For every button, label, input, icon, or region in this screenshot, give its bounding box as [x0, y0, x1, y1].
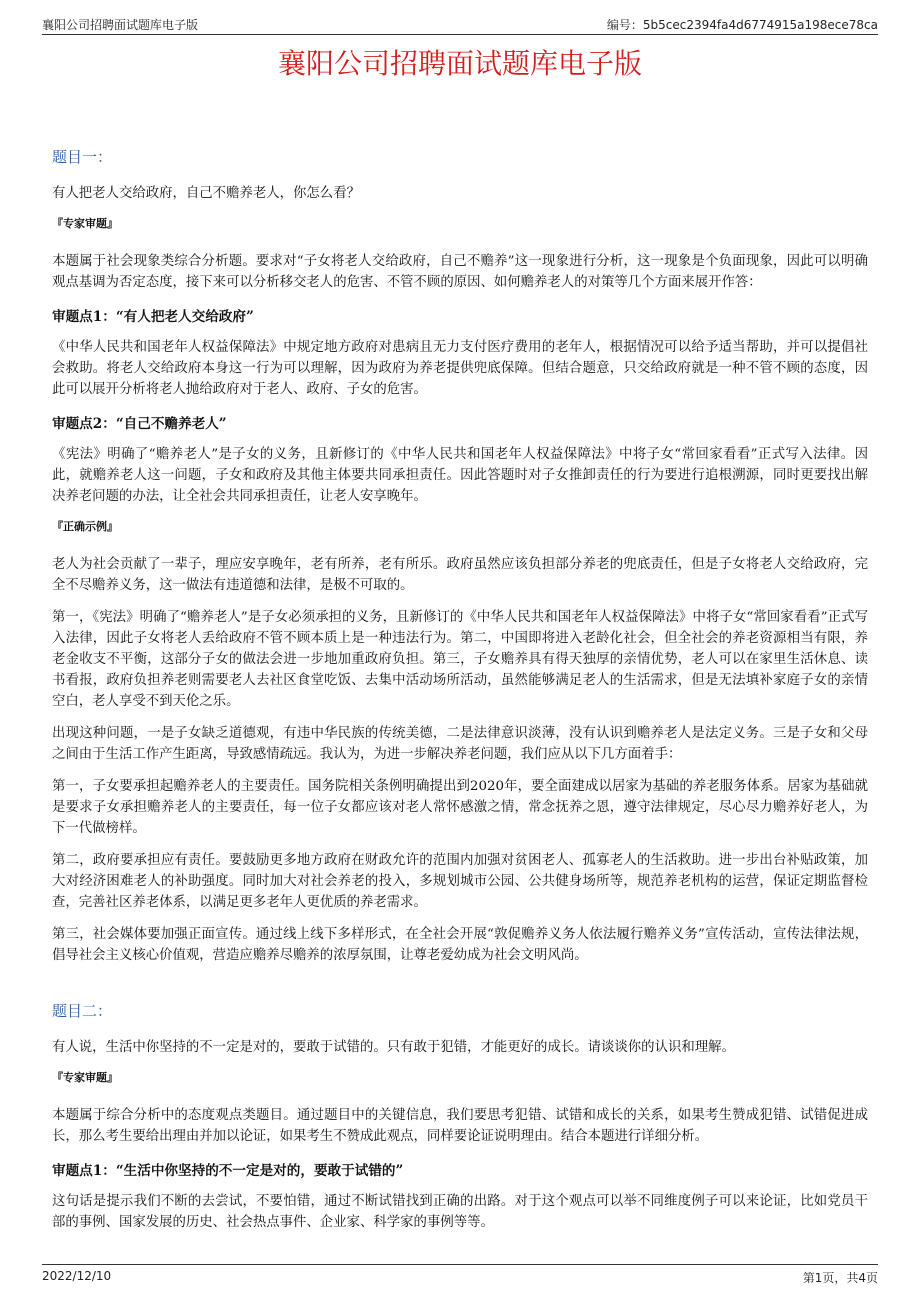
review-point-2-title: 审题点2：“自己不赡养老人” [52, 416, 227, 432]
example-paragraph: 出现这种问题，一是子女缺乏道德观，有违中华民族的传统美德，二是法律意识淡薄，没有认识到赡养老人是法定义务。三是子女和父母之间由于生活工作产生距离，导致感情疏远。我认为，为进一步解决养老问题，我们应从以下几方面着手： [52, 726, 868, 762]
example-paragraph: 第二，政府要承担应有责任。要鼓励更多地方政府在财政允许的范围内加强对贫困老人、孤寡老人的生活救助。进一步出台补贴政策，加大对经济困难老人的补助强度。同时加大对社会养老的投入，多规划城市公园、公共健身场所等，规范养老机构的运营，保证定期监督检查，完善社区养老体系，以满足更多老年人更优质的养老需求。 [52, 853, 868, 910]
expert-review-text: 本题属于综合分析中的态度观点类题目。通过题目中的关键信息，我们要思考犯错、试错和成长的关系，如果考生赞成犯错、试错促进成长，那么考生要给出理由并加以论证，如果考生不赞成此观点，同样要论证说明理由。结合本题进行详细分析。 [52, 1108, 868, 1144]
example-paragraph: 第一，《宪法》明确了“赡养老人”是子女必须承担的义务，且新修订的《中华人民共和国老年人权益保障法》中将子女“常回家看看”正式写入法律，因此子女将老人丢给政府不管不顾本质上是一种违法行为。第二，中国即将进入老龄化社会，但全社会的养老资源相当有限，养老金收支不平衡，这部分子女的做法会进一步地加重政府负担。第三，子女赡养具有得天独厚的亲情优势，老人可以在家里生活休息、读书看报，政府负担养老则需要老人去社区食堂吃饭、去集中活动场所活动，虽然能够满足老人的生活需求，但是无法填补家庭子女的亲情空白，老人享受不到天伦之乐。 [52, 610, 868, 709]
page-header [42, 14, 878, 35]
expert-review-text: 本题属于社会现象类综合分析题。要求对“子女将老人交给政府，自己不赡养”这一现象进行分析，这一现象是个负面现象，因此可以明确观点基调为否定态度，接下来可以分析移交老人的危害、不管不顾的原因、如何赡养老人的对策等几个方面来展开作答： [52, 254, 868, 290]
example-paragraph: 第一，子女要承担起赡养老人的主要责任。国务院相关条例明确提出到2020年，要全面建成以居家为基础的养老服务体系。居家为基础就是要求子女承担赡养老人的主要责任，每一位子女都应该对老人常怀感激之情，常念抚养之恩，遵守法律规定，尽心尽力赡养好老人，为下一代做榜样。 [52, 779, 868, 836]
question-1-heading: 题目一： [52, 148, 113, 166]
example-paragraph: 第三，社会媒体要加强正面宣传。通过线上线下多样形式，在全社会开展“敦促赡养义务人依法履行赡养义务”宣传活动，宣传法律法规，倡导社会主义核心价值观，营造应赡养尽赡养的浓厚氛围，让尊老爱幼成为社会文明风尚。 [52, 927, 868, 963]
question-1-text: 有人把老人交给政府，自己不赡养老人，你怎么看？ [52, 186, 360, 201]
expert-review-tag: 『专家审题』 [52, 217, 118, 230]
document-body [52, 146, 868, 1244]
review-point-1-text: 这句话是提示我们不断的去尝试，不要怕错，通过不断试错找到正确的出路。对于这个观点可以举不同维度例子可以来论证，比如党员干部的事例、国家发展的历史、社会热点事件、企业家、科学家的事例等等。 [52, 1194, 868, 1230]
question-2-heading: 题目二： [52, 1002, 113, 1020]
page-footer [42, 1264, 878, 1285]
review-point-1-title: 审题点1：“有人把老人交给政府” [52, 309, 254, 325]
example-paragraph: 老人为社会贡献了一辈子，理应安享晚年，老有所养，老有所乐。政府虽然应该负担部分养老的兜底责任，但是子女将老人交给政府，完全不尽赡养义务，这一做法有违道德和法律，是极不可取的。 [52, 557, 868, 593]
footer-date: 2022/12/10 [42, 1269, 112, 1283]
header-doc-id: 编号：5b5cec2394fa4d6774915a198ece78ca [606, 18, 878, 32]
review-point-1-title: 审题点1：“生活中你坚持的不一定是对的，要敢于试错的” [52, 1163, 404, 1179]
document-title: 襄阳公司招聘面试题库电子版 [277, 47, 642, 80]
question-2-text: 有人说，生活中你坚持的不一定是对的，要敢于试错的。只有敢于犯错，才能更好的成长。请谈谈你的认识和理解。 [52, 1040, 735, 1055]
review-point-2-text: 《宪法》明确了“赡养老人”是子女的义务，且新修订的《中华人民共和国老年人权益保障法》中将子女“常回家看看”正式写入法律。因此，就赡养老人这一问题，子女和政府及其他主体要共同承担责任。因此答题时对子女推卸责任的行为要进行追根溯源，同时更要找出解决养老问题的办法，让全社会共同承担责任，让老人安享晚年。 [52, 447, 868, 504]
expert-review-tag: 『专家审题』 [52, 1071, 118, 1084]
footer-page-number: 第1页，共4页 [802, 1271, 878, 1285]
review-point-1-text: 《中华人民共和国老年人权益保障法》中规定地方政府对患病且无力支付医疗费用的老年人，根据情况可以给予适当帮助，并可以提倡社会救助。将老人交给政府本身这一行为可以理解，因为政府为养老提供兜底保障。但结合题意，只交给政府就是一种不管不顾的态度，因此可以展开分析将老人抛给政府对于老人、政府、子女的危害。 [52, 340, 868, 397]
header-doc-name: 襄阳公司招聘面试题库电子版 [42, 18, 199, 32]
correct-example-tag: 『正确示例』 [52, 520, 118, 533]
